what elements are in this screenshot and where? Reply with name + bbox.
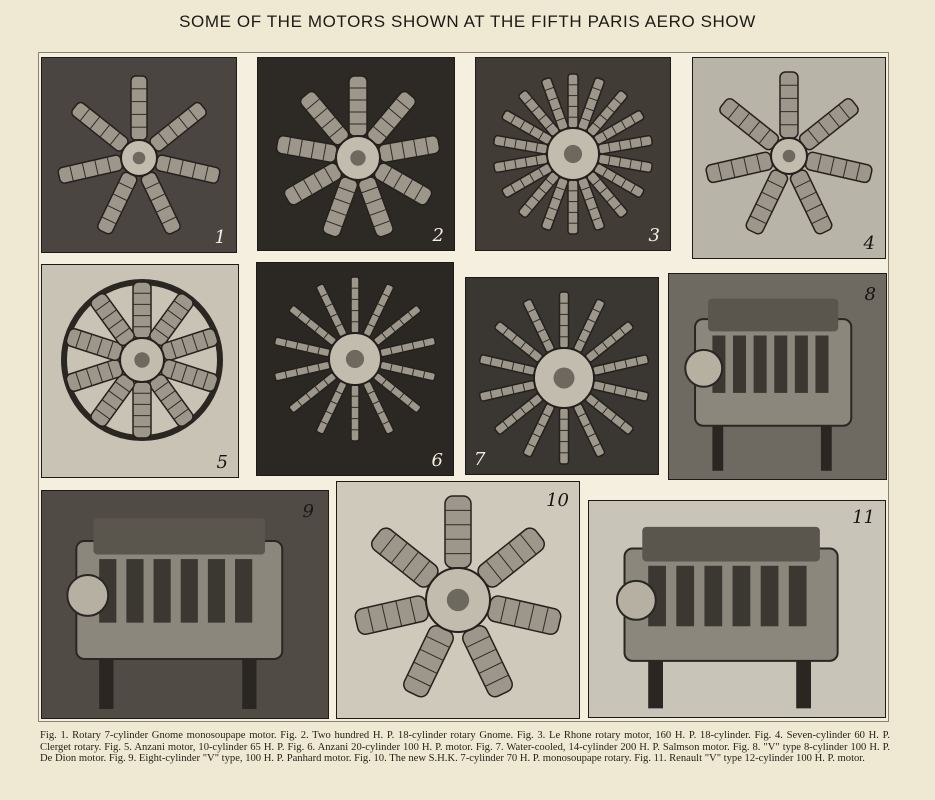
figure-number: 7 — [474, 449, 486, 470]
figure-8-photo — [668, 273, 887, 480]
engine-illustration — [476, 58, 670, 250]
figure-number: 4 — [863, 233, 875, 254]
figure-number: 5 — [216, 452, 228, 473]
page-title: SOME OF THE MOTORS SHOWN AT THE FIFTH PARIS AERO SHOW — [179, 12, 756, 31]
figure-number: 2 — [432, 225, 444, 246]
figure-3-photo — [475, 57, 671, 251]
figure-11-photo — [588, 500, 886, 718]
figure-number: 11 — [852, 507, 875, 528]
engine-illustration — [589, 501, 885, 717]
figure-10-photo — [336, 481, 580, 719]
engine-illustration — [42, 265, 238, 477]
figure-4-photo — [692, 57, 886, 259]
figure-number: 6 — [431, 450, 443, 471]
figure-number: 1 — [214, 227, 226, 248]
figure-5-photo — [41, 264, 239, 478]
engine-illustration — [466, 278, 658, 474]
figure-number: 3 — [648, 225, 660, 246]
figure-2-photo — [257, 57, 455, 251]
figure-number: 10 — [546, 490, 569, 511]
engine-illustration — [42, 491, 328, 718]
figure-caption: Fig. 1. Rotary 7-cylinder Gnome monosoupape motor. Fig. 2. Two hundred H. P. 18-cylinder rotary Gnome. Fig. 3. Le Rhone rotary motor, 160 H. P. 18-cylinder. Fig. 4. Seven-cylinder 60 H. P. Clerget rotary. Fig. 5. Anzani motor, 10-cylinder 65 H. P. Fig. 6. Anzani 20-cylinder 100 H. P. motor. Fig. 7. Water-cooled, 14-cylinder 200 H. P. Salmson motor. Fig. 8. "V" type 8-cylinder 100 H. P. De Dion motor. Fig. 9. Eight-cylinder "V" type, 100 H. P. Panhard motor. Fig. 10. The new S.H.K. 7-cylinder 70 H. P. monosoupape rotary. Fig. 11. Renault "V" type 12-cylinder 100 H. P. motor. — [40, 730, 890, 764]
engine-illustration — [258, 58, 454, 250]
figure-9-photo — [41, 490, 329, 719]
engine-illustration — [669, 274, 886, 479]
figure-1-photo — [41, 57, 237, 253]
figure-number: 9 — [302, 501, 314, 522]
engine-illustration — [42, 58, 236, 252]
figure-7-photo — [465, 277, 659, 475]
engine-illustration — [337, 482, 579, 718]
engine-illustration — [693, 58, 885, 258]
engine-illustration — [257, 263, 453, 475]
figure-number: 8 — [864, 284, 876, 305]
figure-6-photo — [256, 262, 454, 476]
